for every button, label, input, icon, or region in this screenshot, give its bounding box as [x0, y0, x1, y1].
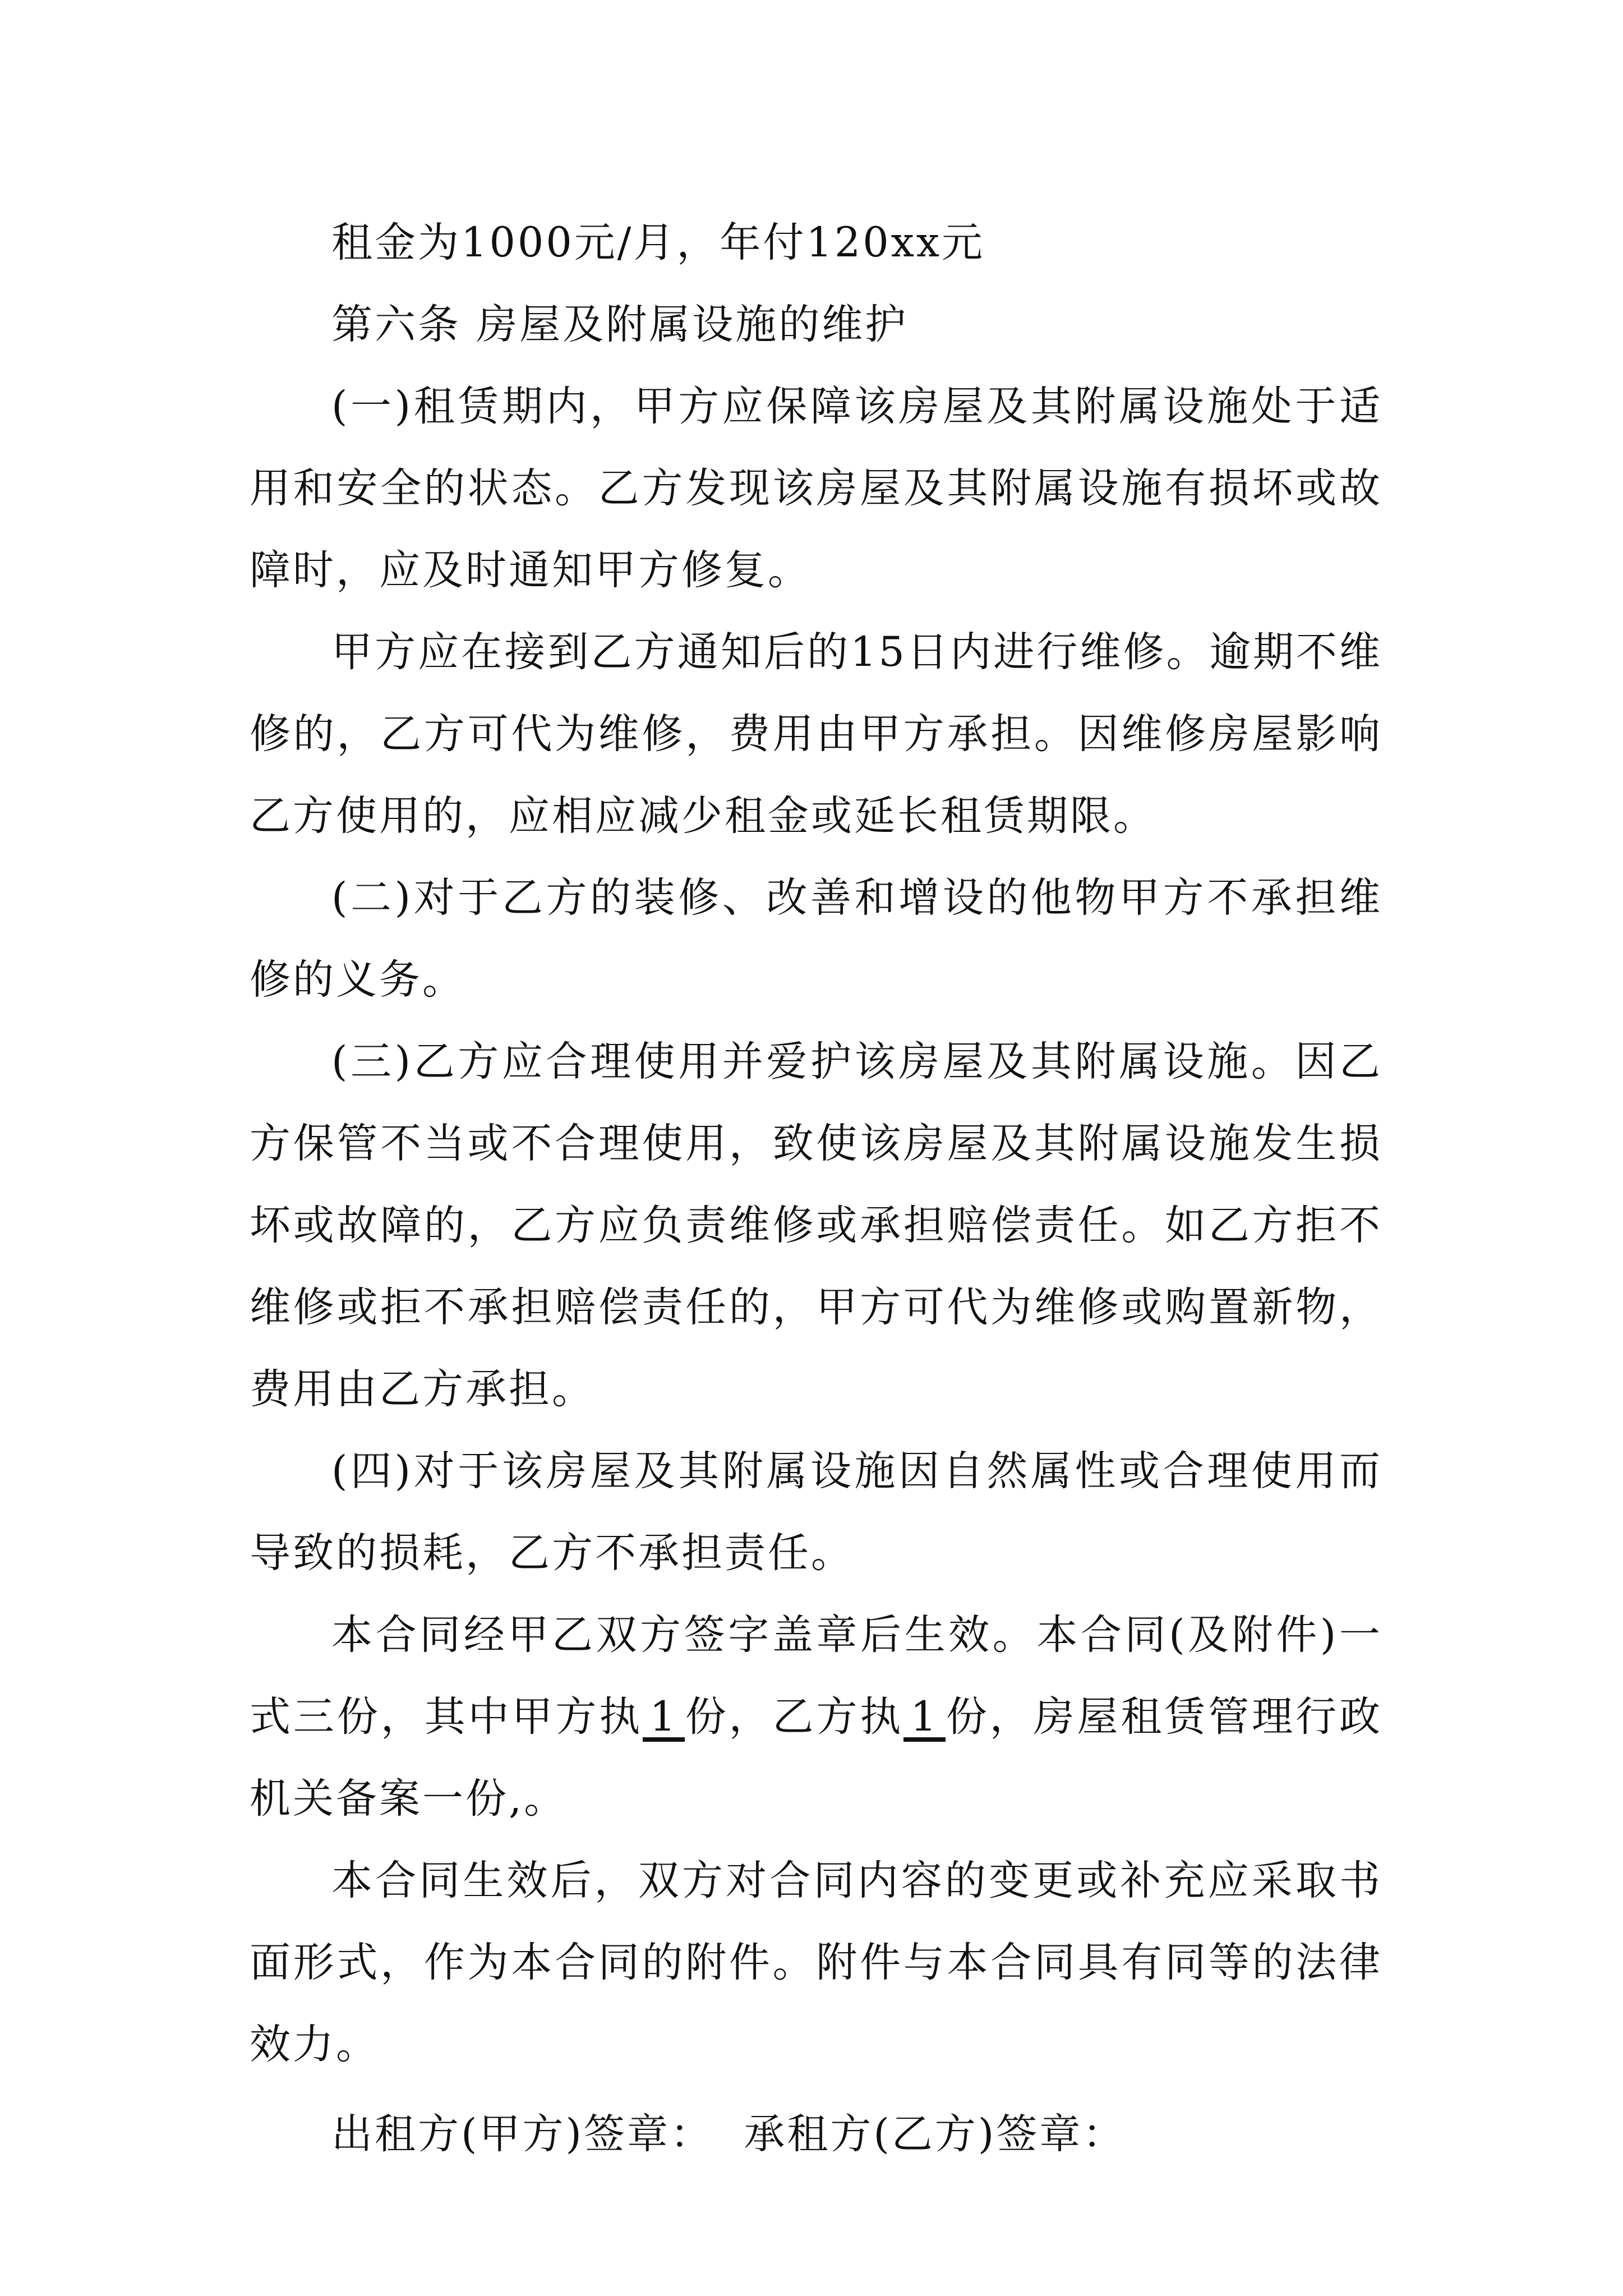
copies-text-middle: 份，乙方执 [684, 1693, 904, 1741]
article-6-title: 第六条 房屋及附属设施的维护 [331, 301, 909, 348]
document-body [250, 202, 1382, 2175]
rent-amount-paragraph: 租金为1000元/月，年付120xx元 [331, 219, 985, 266]
clause-2-paragraph: (二)对于乙方的装修、改善和增设的他物甲方不承担维修的义务。 [250, 874, 1382, 1004]
clause-1-paragraph: (一)租赁期内，甲方应保障该房屋及其附属设施处于适用和安全的状态。乙方发现该房屋及其附属设施有损坏或故障时，应及时通知甲方修复。 [250, 383, 1382, 594]
copies-text-before: 本合同经甲乙双方签字盖章后生效。本合同(及附件)一式三份，其中甲方执 [250, 1611, 1382, 1741]
copies-text-after: 份，房屋租赁管理行政机关备案一份,。 [250, 1693, 1383, 1823]
party-a-copies-blank: 1 [643, 1696, 684, 1742]
party-b-copies-blank: 1 [903, 1696, 945, 1742]
clause-4-paragraph: (四)对于该房屋及其附属设施因自然属性或合理使用而导致的损耗，乙方不承担责任。 [250, 1447, 1382, 1577]
signature-line: 出租方(甲方)签章： 承租方(乙方)签章： [331, 2110, 1126, 2158]
clause-3-paragraph: (三)乙方应合理使用并爱护该房屋及其附属设施。因乙方保管不当或不合理使用，致使该房屋及其附属设施发生损坏或故障的，乙方应负责维修或承担赔偿责任。如乙方拒不维修或拒不承担赔偿责任的，甲方可代为维修或购置新物，费用由乙方承担。 [250, 1038, 1382, 1413]
repair-deadline-paragraph: 甲方应在接到乙方通知后的15日内进行维修。逾期不维修的，乙方可代为维修，费用由甲方承担。因维修房屋影响乙方使用的，应相应减少租金或延长租赁期限。 [250, 628, 1382, 840]
amendment-paragraph: 本合同生效后，双方对合同内容的变更或补充应采取书面形式，作为本合同的附件。附件与本合同具有同等的法律效力。 [250, 1857, 1382, 2068]
copies-paragraph [250, 1594, 1382, 1840]
